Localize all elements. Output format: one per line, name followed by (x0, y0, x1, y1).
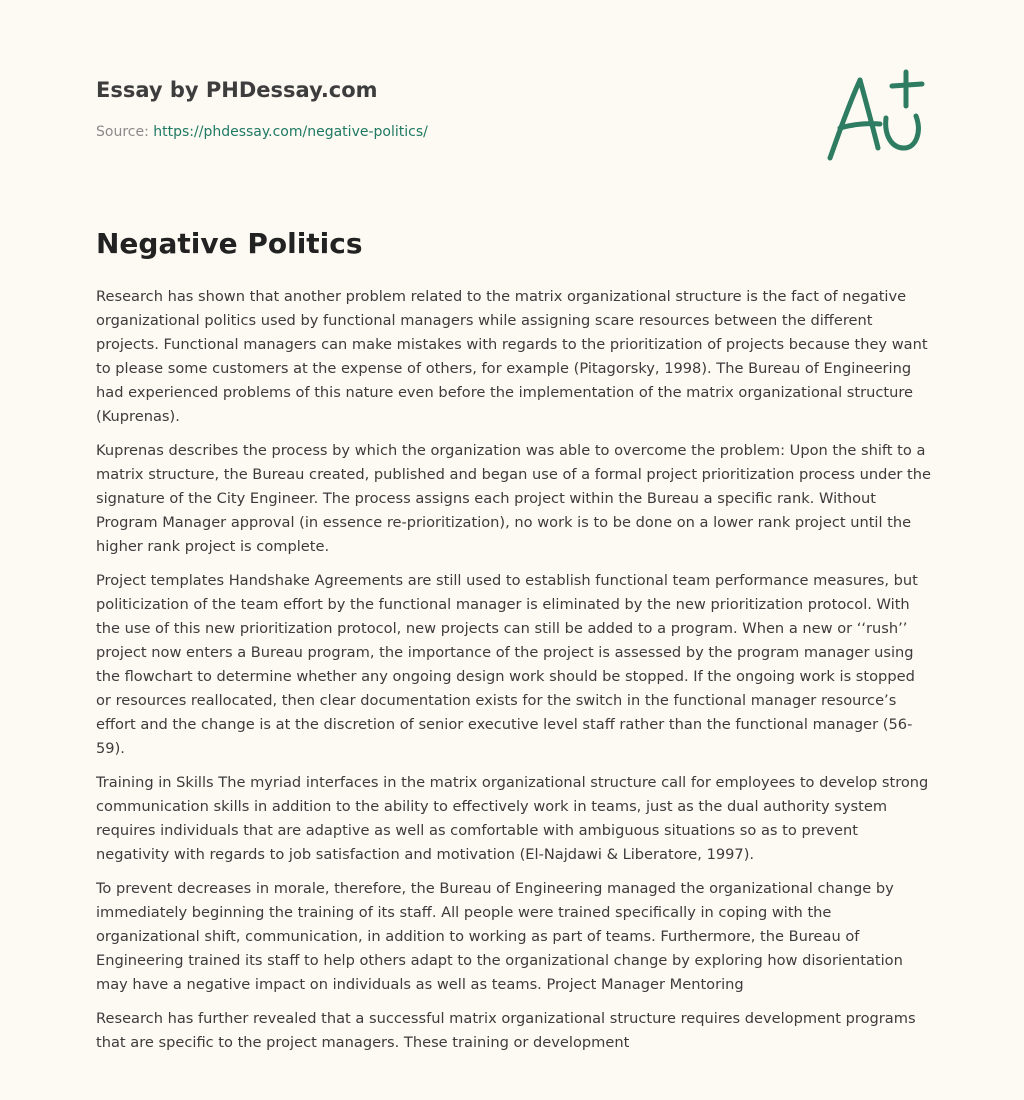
page-header (96, 76, 796, 142)
paragraph: Training in Skills The myriad interfaces in the matrix organizational structure call for employees to develop strong communication skills in addition to the ability to effectively work in teams, just as the dual authority system requires individuals that are adaptive as well as comfortable with ambiguous situations so as to prevent negativity with regards to job satisfaction and motivation (El-Najdawi & Liberatore, 1997). (96, 774, 929, 863)
paragraph: Project templates Handshake Agreements are still used to establish functional team performance measures, but politicization of the team effort by the functional manager is eliminated by the new prioritization protocol. With the use of this new prioritization protocol, new projects can still be added to a program. When a new or ‘‘rush’’ project now enters a Bureau program, the importance of the project is assessed by the program manager using the flowchart to determine whether any ongoing design work should be stopped. If the ongoing work is stopped or resources reallocated, then clear documentation exists for the switch in the functional manager resource’s effort and the change is at the discretion of senior executive level staff rather than the functional manager (56-59). (96, 572, 918, 757)
paragraph: To prevent decreases in morale, therefore, the Bureau of Engineering managed the organizational change by immediately beginning the training of its staff. All people were trained specifically in coping with the organizational shift, communication, in addition to working as part of teams. Furthermore, the Bureau of Engineering trained its staff to help others adapt to the organizational change by exploring how disorientation may have a negative impact on individuals as well as teams. Project Manager Mentoring (96, 880, 903, 993)
source-link[interactable]: https://phdessay.com/negative-politics/ (153, 124, 428, 140)
paragraph: Kuprenas describes the process by which the organization was able to overcome the problem: Upon the shift to a matrix structure, the Bureau created, published and began use of a formal project prioritization process under the signature of the City Engineer. The process assigns each project within the Bureau a specific rank. Without Program Manager approval (in essence re-prioritization), no work is to be done on a lower rank project until the higher rank project is complete. (96, 442, 932, 555)
source-label: Source: (96, 124, 154, 140)
paragraph: Research has further revealed that a successful matrix organizational structure requires development programs that are specific to the project managers. These training or development (96, 1010, 916, 1051)
a-plus-icon (820, 66, 930, 166)
article-title: Negative Politics (96, 227, 363, 260)
source-line (96, 122, 796, 142)
site-title: Essay by PHDessay.com (96, 78, 378, 102)
article-body (96, 285, 932, 1065)
paragraph: Research has shown that another problem related to the matrix organizational structure is the fact of negative organizational politics used by functional managers while assigning scare resources between the different projects. Functional managers can make mistakes with regards to the prioritization of projects because they want to please some customers at the expense of others, for example (Pitagorsky, 1998). The Bureau of Engineering had experienced problems of this nature even before the implementation of the matrix organizational structure (Kuprenas). (96, 288, 928, 425)
